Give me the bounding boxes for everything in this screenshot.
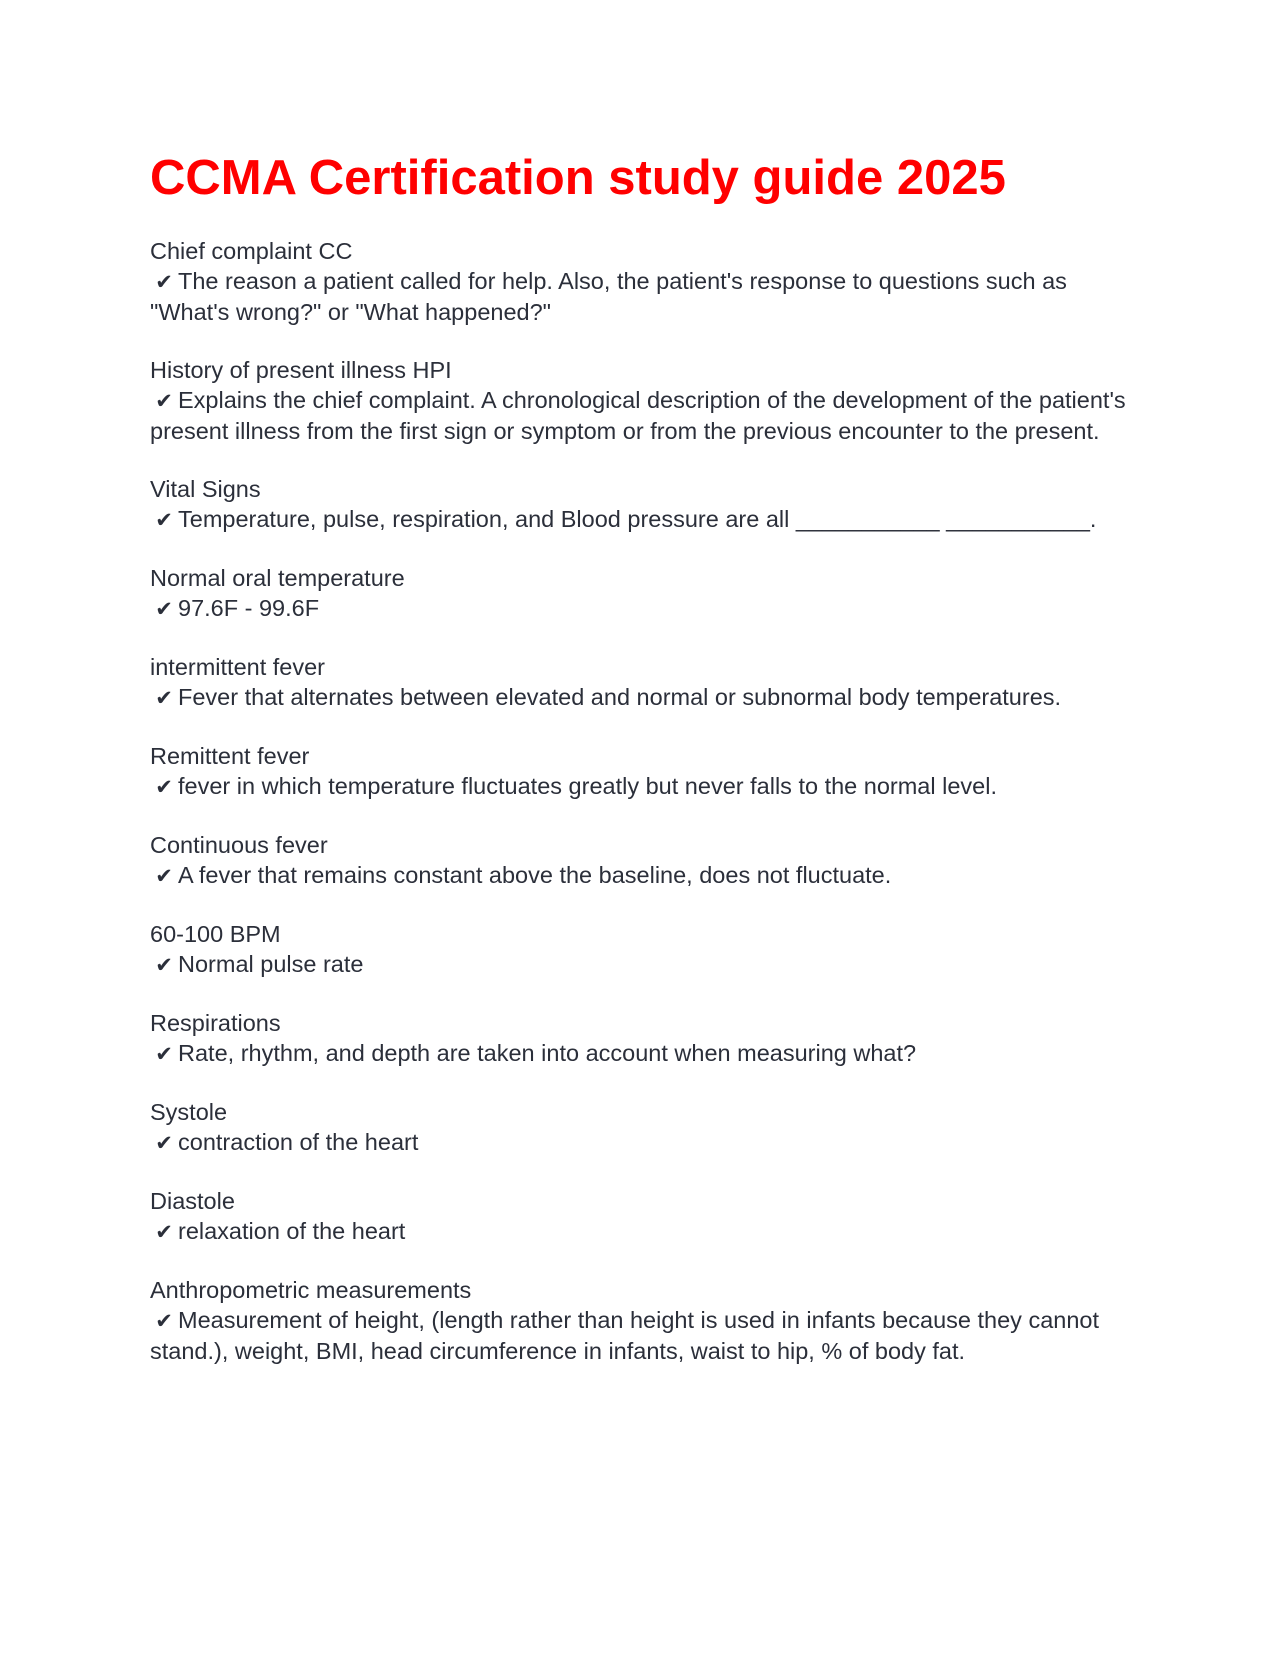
definition-text: Temperature, pulse, respiration, and Blood pressure are all ___________ ___________. [178, 506, 1097, 532]
definition-text: Normal pulse rate [178, 951, 364, 977]
study-entry [150, 563, 1140, 624]
entry-definition [150, 949, 1140, 980]
checkmark-icon: ✔ [155, 270, 173, 294]
study-entry [150, 1275, 1140, 1366]
study-entry [150, 1008, 1140, 1069]
entry-definition [150, 1038, 1140, 1069]
definition-text: The reason a patient called for help. Also, the patient's response to questions such as "What's wrong?" or "What happened?" [150, 268, 1067, 325]
study-entry [150, 474, 1140, 535]
definition-text: Rate, rhythm, and depth are taken into account when measuring what? [178, 1040, 917, 1066]
entry-definition [150, 504, 1140, 535]
checkmark-icon: ✔ [155, 953, 173, 977]
definition-text: relaxation of the heart [178, 1218, 406, 1244]
checkmark-icon: ✔ [155, 1131, 173, 1155]
study-entry [150, 741, 1140, 802]
entry-term: 60-100 BPM [150, 921, 281, 947]
entry-term: Vital Signs [150, 476, 261, 502]
entry-term: Anthropometric measurements [150, 1277, 472, 1303]
entry-term: Systole [150, 1099, 228, 1125]
study-entry [150, 1186, 1140, 1247]
checkmark-icon: ✔ [155, 597, 173, 621]
checkmark-icon: ✔ [155, 864, 173, 888]
entry-term: Diastole [150, 1188, 235, 1214]
document-page [150, 148, 1140, 1394]
entry-definition [150, 1216, 1140, 1247]
entry-term: intermittent fever [150, 654, 326, 680]
entry-definition [150, 682, 1140, 713]
definition-text: A fever that remains constant above the baseline, does not fluctuate. [178, 862, 892, 888]
study-entry [150, 830, 1140, 891]
checkmark-icon: ✔ [155, 1220, 173, 1244]
entry-term: Remittent fever [150, 743, 310, 769]
study-entry [150, 1097, 1140, 1158]
definition-text: 97.6F - 99.6F [178, 595, 320, 621]
entry-term: Respirations [150, 1010, 281, 1036]
checkmark-icon: ✔ [155, 389, 173, 413]
entry-term: Normal oral temperature [150, 565, 405, 591]
checkmark-icon: ✔ [155, 508, 173, 532]
document-title: CCMA Certification study guide 2025 [150, 151, 1006, 205]
entry-definition [150, 860, 1140, 891]
definition-text: contraction of the heart [178, 1129, 419, 1155]
definition-text: Measurement of height, (length rather than height is used in infants because they cannot stand.), weight, BMI, head circumference in infants, waist to hip, % of body fat. [150, 1307, 1099, 1364]
definition-text: Fever that alternates between elevated and normal or subnormal body temperatures. [178, 684, 1062, 710]
study-entry [150, 652, 1140, 713]
checkmark-icon: ✔ [155, 775, 173, 799]
entry-definition [150, 1305, 1140, 1366]
entry-definition [150, 266, 1140, 327]
checkmark-icon: ✔ [155, 1309, 173, 1333]
definition-text: Explains the chief complaint. A chronological description of the development of the patient's present illness from the first sign or symptom or from the previous encounter to the present. [150, 387, 1126, 444]
entry-term: Chief complaint CC [150, 238, 353, 264]
entry-term: History of present illness HPI [150, 357, 452, 383]
checkmark-icon: ✔ [155, 1042, 173, 1066]
definition-text: fever in which temperature fluctuates greatly but never falls to the normal level. [178, 773, 997, 799]
study-entry [150, 919, 1140, 980]
study-entry [150, 236, 1140, 327]
checkmark-icon: ✔ [155, 686, 173, 710]
entry-definition [150, 385, 1140, 446]
entry-definition [150, 1127, 1140, 1158]
entry-definition [150, 593, 1140, 624]
study-entry [150, 355, 1140, 446]
entry-term: Continuous fever [150, 832, 328, 858]
entry-definition [150, 771, 1140, 802]
